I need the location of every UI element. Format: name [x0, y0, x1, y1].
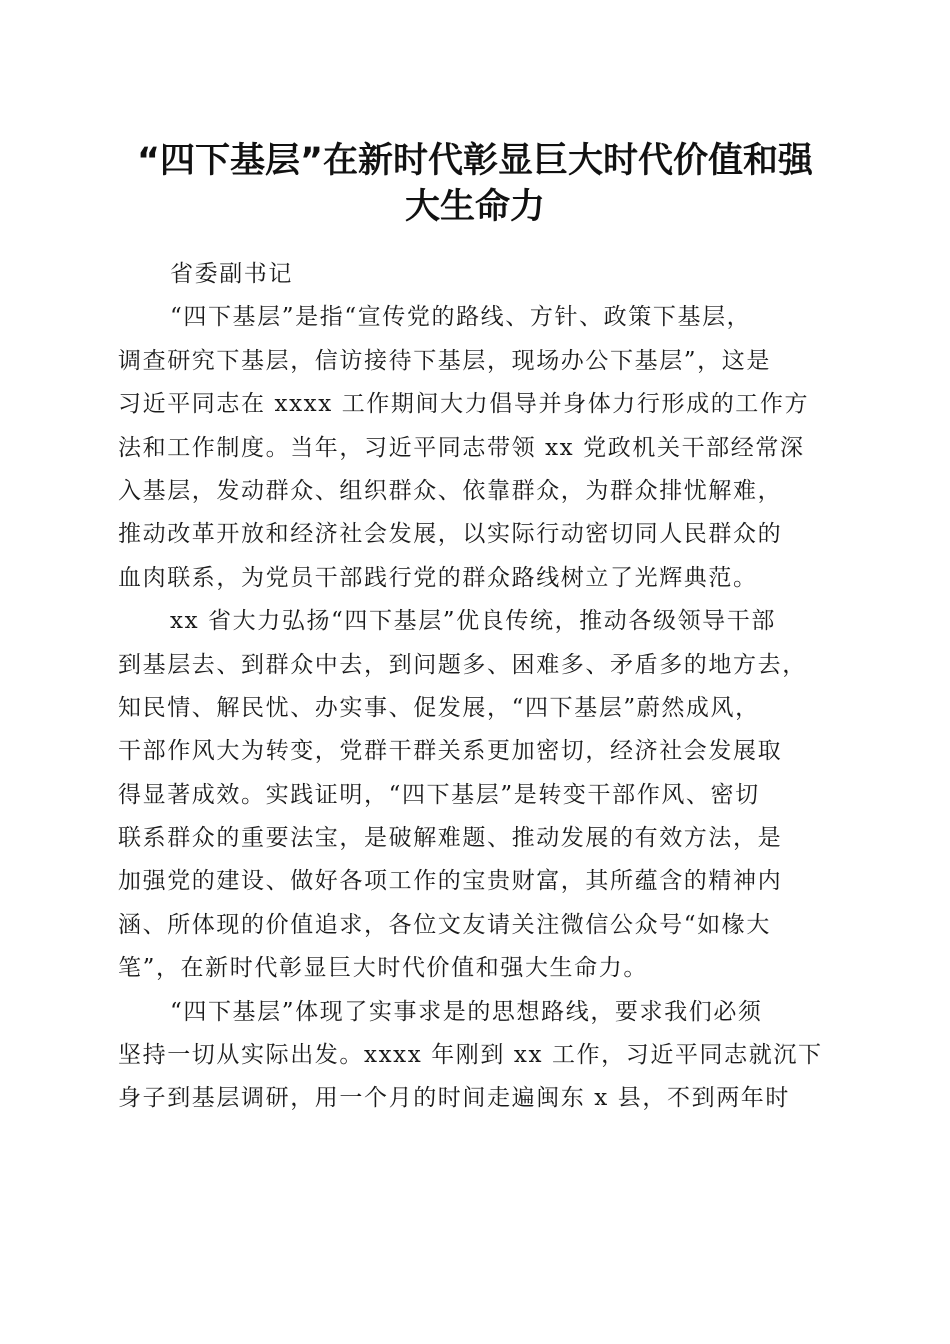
- paragraph-3-line-2: 坚持一切从实际出发。xxxx 年刚到 xx 工作，习近平同志就沉下: [118, 1042, 823, 1069]
- document-title-line-1: “四下基层”在新时代彰显巨大时代价值和强: [136, 141, 813, 181]
- paragraph-2-line-1: xx 省大力弘扬“四下基层”优良传统，推动各级领导干部: [170, 608, 776, 635]
- paragraph-1-line-6: 推动改革开放和经济社会发展，以实际行动密切同人民群众的: [118, 521, 783, 548]
- paragraph-2-line-6: 联系群众的重要法宝，是破解难题、推动发展的有效方法，是: [118, 825, 783, 852]
- document-body: [118, 253, 830, 1121]
- paragraph-2-line-9: 笔”，在新时代彰显巨大时代价值和强大生命力。: [118, 955, 648, 982]
- paragraph-2-line-5: 得显著成效。实践证明，“四下基层”是转变干部作风、密切: [118, 781, 760, 808]
- paragraph-1-line-7: 血肉联系，为党员干部践行党的群众路线树立了光辉典范。: [118, 564, 758, 591]
- author-line: 省委副书记: [170, 261, 293, 287]
- paragraph-2-line-2: 到基层去、到群众中去，到问题多、困难多、矛盾多的地方去，: [118, 651, 807, 678]
- paragraph-2-line-7: 加强党的建设、做好各项工作的宝贵财富，其所蕴含的精神内: [118, 868, 783, 895]
- paragraph-2-line-3: 知民情、解民忧、办实事、促发展，“四下基层”蔚然成风，: [118, 694, 760, 721]
- paragraph-1-line-5: 入基层，发动群众、组织群众、依靠群众，为群众排忧解难，: [118, 477, 783, 504]
- paragraph-2-line-8: 涵、所体现的价值追求，各位文友请关注微信公众号“如椽大: [118, 911, 771, 938]
- paragraph-3-line-1: “四下基层”体现了实事求是的思想路线，要求我们必须: [170, 998, 763, 1025]
- paragraph-1-line-2: 调查研究下基层，信访接待下基层，现场办公下基层”，这是: [118, 347, 771, 374]
- paragraph-3-line-3: 身子到基层调研，用一个月的时间走遍闽东 x 县，不到两年时: [118, 1085, 790, 1112]
- paragraph-1-line-4: 法和工作制度。当年，习近平同志带领 xx 党政机关干部经常深: [118, 434, 805, 461]
- paragraph-2-line-4: 干部作风大为转变，党群干群关系更加密切，经济社会发展取: [118, 738, 783, 765]
- paragraph-1-line-1: “四下基层”是指“宣传党的路线、方针、政策下基层，: [170, 304, 752, 331]
- document-title-line-2: 大生命力: [404, 187, 545, 227]
- paragraph-1-line-3: 习近平同志在 xxxx 工作期间大力倡导并身体力行形成的工作方: [118, 391, 810, 418]
